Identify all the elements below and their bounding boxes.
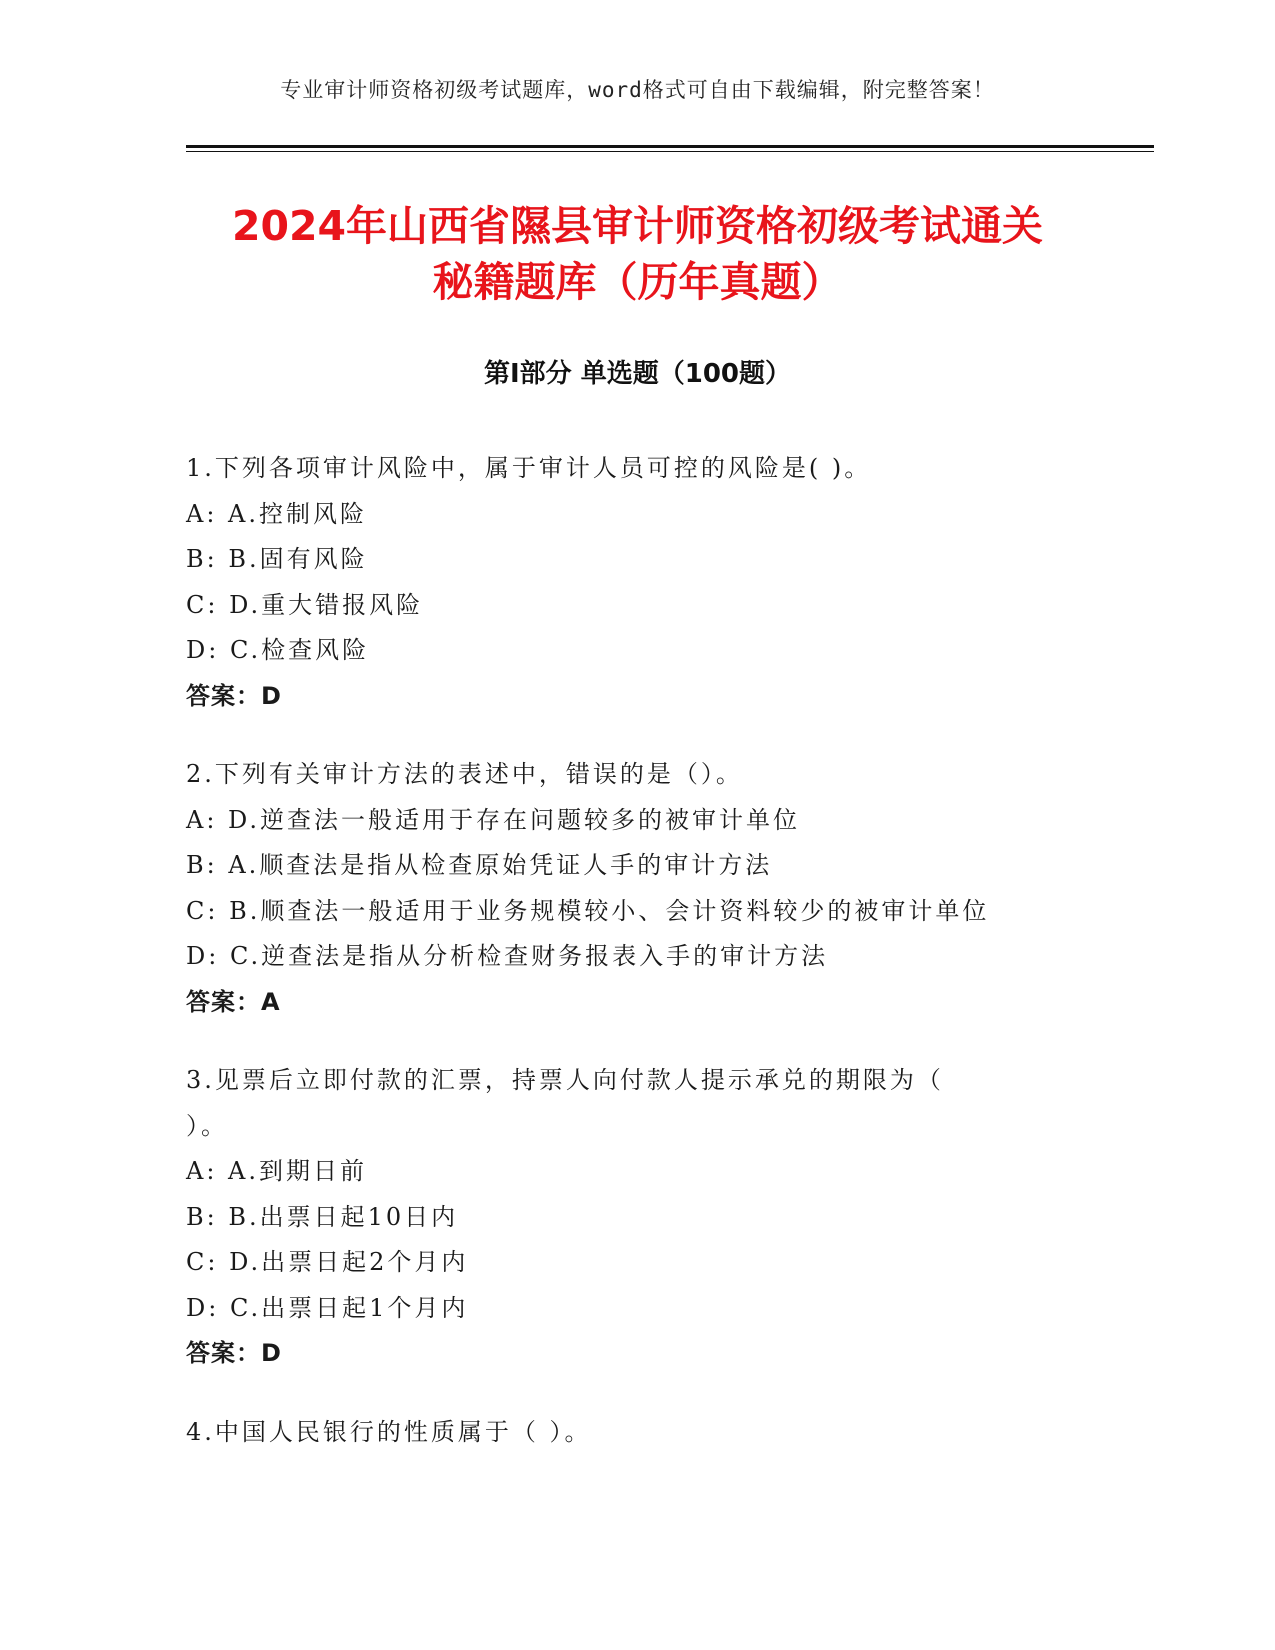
title-line-1: 2024年山西省隰县审计师资格初级考试通关 [231, 202, 1044, 250]
page-header: 专业审计师资格初级考试题库，word格式可自由下载编辑，附完整答案！ [280, 78, 995, 102]
option-d: D: C.出票日起1个月内 [186, 1293, 469, 1322]
option-a: A: A.控制风险 [186, 499, 368, 528]
question-2 [186, 752, 1066, 1025]
option-c: C: D.出票日起2个月内 [186, 1248, 469, 1276]
option-b: B: B.固有风险 [186, 545, 368, 573]
question-stem: 1.下列各项审计风险中，属于审计人员可控的风险是( )。 [186, 454, 872, 482]
answer: 答案：D [186, 681, 282, 710]
question-stem: 2.下列有关审计方法的表述中，错误的是（）。 [186, 760, 743, 788]
question-1 [186, 446, 1066, 719]
option-a: A: D.逆查法一般适用于存在问题较多的被审计单位 [186, 805, 801, 834]
title-line-2: 秘籍题库（历年真题） [432, 258, 843, 306]
document-title [170, 198, 1105, 310]
header-rule-thin [186, 151, 1154, 152]
option-b: B: B.出票日起10日内 [186, 1202, 459, 1231]
header-rule-thick [186, 145, 1154, 148]
option-c: C: B.顺查法一般适用于业务规模较小、会计资料较少的被审计单位 [186, 896, 990, 925]
question-list [186, 446, 1066, 1488]
option-d: D: C.检查风险 [186, 636, 370, 664]
option-b: B: A.顺查法是指从检查原始凭证人手的审计方法 [186, 851, 773, 879]
answer: 答案：A [186, 987, 281, 1016]
section-heading: 第I部分 单选题（100题） [484, 359, 791, 389]
option-a: A: A.到期日前 [186, 1157, 368, 1185]
question-4 [186, 1410, 1066, 1456]
question-stem: 3.见票后立即付款的汇票，持票人向付款人提示承兑的期限为（ ）。 [186, 1066, 944, 1140]
option-c: C: D.重大错报风险 [186, 590, 424, 619]
option-d: D: C.逆查法是指从分析检查财务报表入手的审计方法 [186, 942, 829, 970]
question-stem: 4.中国人民银行的性质属于（ ）。 [186, 1417, 592, 1446]
question-3 [186, 1058, 1066, 1377]
answer: 答案：D [186, 1339, 282, 1367]
